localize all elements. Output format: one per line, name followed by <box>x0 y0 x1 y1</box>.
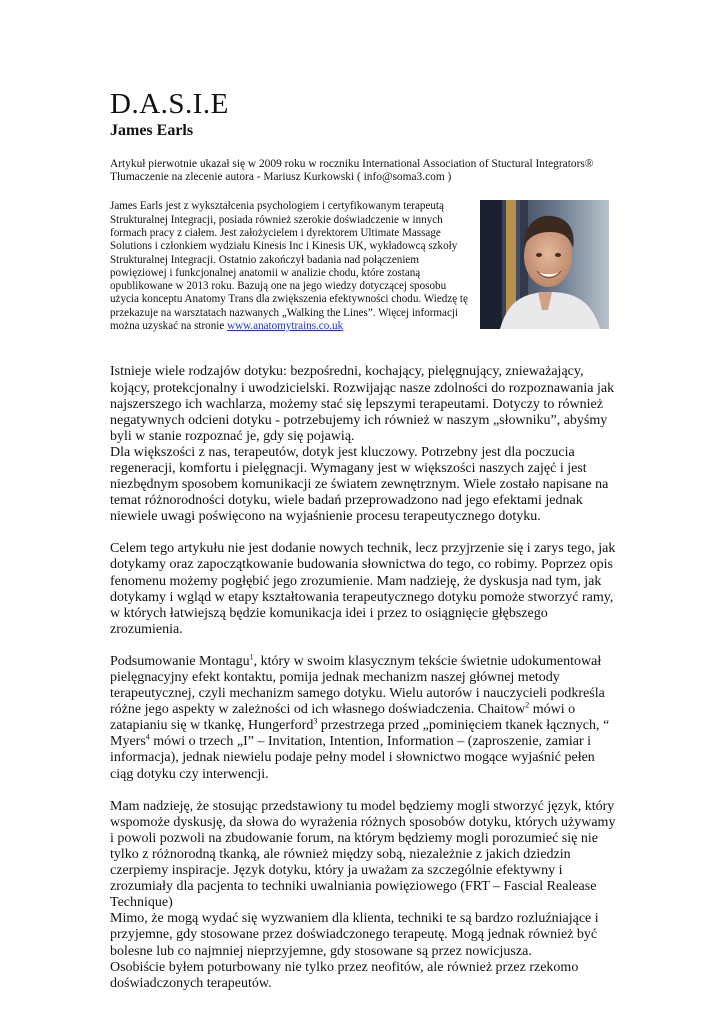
translation-note: Tłumaczenie na zlecenie autora - Mariusz Kurkowski ( info@soma3.com ) <box>110 171 452 184</box>
paragraph-4-part-b: , który w swoim klasycznym tekście świetnie udokumentował pielęgnacyjny efekt kontaktu, pomija jednak mechanizm naszej głównej metody terapeutycznej, czyli mechanizm samego dotyku. Wielu autorów i nauczycieli podkreśla różne jego aspekty w zależności od ich własnego doświadczenia. Chaitow <box>110 653 605 718</box>
credits-block <box>110 158 620 184</box>
paragraph-4 <box>110 654 620 783</box>
author-photo <box>480 200 609 329</box>
paragraph-3: Celem tego artykułu nie jest dodanie nowych technik, lecz przyjrzenie się i zarys tego, jak dotykamy oraz zapoczątkowanie budowania słownictwa do tego, co robimy. Poprzez opis fenomenu możemy pogłębić jego zrozumienie. Mam nadzieję, że dyskusja nad tym, jak dotykamy i wgląd w etapy kształtowania terapeutycznego dotyku pomoże stworzyć ramy, w których łatwiejszą będzie komunikacja idei i przez to osiągnięcie głębszego zrozumienia. <box>110 541 616 637</box>
author-name: James Earls <box>110 122 194 139</box>
paragraph-4-part-d: przestrzega przed „pominięciem tkanek łącznych, “ Myers <box>110 718 610 750</box>
paragraph-1: Istnieje wiele rodzajów dotyku: bezpośredni, kochający, pielęgnujący, znieważający, kojący, protekcjonalny i uwodzicielski. Rozwijając nasze zdolności do rozpoznawania jak najszerszego ich wachlarza, możemy stać się lepszymi terapeutami. Dotyczy to również negatywnych odcieni dotyku - potrzebujemy ich również w naszym „słowniku”, abyśmy byli w stanie rozpoznać je, gdy się pojawią. <box>110 364 615 444</box>
author-bio-text: James Earls jest z wykształcenia psychologiem i certyfikowanym terapeutą Strukturalnej Integracji, posiada również szerokie doświadczenie w innych formach pracy z ciałem. Jest założycielem i dyrektorem Ultimate Massage Solutions i członkiem wydziału Kinesis Inc i Kinesis UK, wykładowcą szkoły Strukturalnej Integracji. Ostatnio zakończył badania nad połączeniem powięziowej i funkcjonalnej anatomii w analizie chodu, które zostaną opublikowane w 2013 roku. Bazują one na jego wiedzy dotyczącej sposobu użycia konceptu Anatomy Trans dla zwiększenia efektywności chodu. Wiedzę tę przekazuje na warsztatach nazwanych „Walking the Lines”. Więcej informacji można uzyskać na stronie <box>110 200 468 333</box>
paragraph-4-part-e: mówi o trzech „I” – Invitation, Intention, Information – (zaproszenie, zamiar i informacja), jednak niewielu podaje pełny model i słownictwo mogące wyjaśnić pełen ciąg dotyku czy interwencji. <box>110 734 595 782</box>
paragraph-7: Osobiście byłem poturbowany nie tylko przez neofitów, ale również przez rzekomo doświadczonych terapeutów. <box>110 959 579 991</box>
anatomytrains-link[interactable]: www.anatomytrains.co.uk <box>227 320 344 333</box>
footnote-ref-2: 2 <box>525 700 530 710</box>
paragraph-4-part-c: mówi o zatapianiu się w tkankę, Hungerford <box>110 702 576 734</box>
author-bio <box>110 200 470 333</box>
publication-note: Artykuł pierwotnie ukazał się w 2009 roku w roczniku International Association of Stuctural Integrators® <box>110 158 594 170</box>
article-title: D.A.S.I.E <box>110 88 229 120</box>
paragraph-2: Dla większości z nas, terapeutów, dotyk jest kluczowy. Potrzebny jest dla poczucia regeneracji, komfortu i pielęgnacji. Wymagany jest w większości naszych zajęć i jest niezbędnym sposobem komunikacji ze światem zewnętrznym. Wiele zostało napisane na temat różnorodności dotyku, wiele badań przeprowadzono nad jego efektami jednak niewiele uwagi poświęcono na wyjaśnienie procesu terapeutycznego dotyku. <box>110 444 609 525</box>
footnote-ref-3: 3 <box>313 716 318 726</box>
paragraph-6: Mimo, że mogą wydać się wyzwaniem dla klienta, techniki te są bardzo rozluźniające i przyjemne, gdy stosowane przez doświadczonego terapeutę. Mogą jednak również być bolesne lub co najmniej nieprzyjemne, gdy stosowane są przez nowicjusza. <box>110 911 599 959</box>
article-body <box>110 364 620 991</box>
author-portrait-image <box>480 200 609 329</box>
author-bio-section <box>110 200 620 340</box>
paragraph-5: Mam nadzieję, że stosując przedstawiony tu model będziemy mogli stworzyć język, który wspomoże dyskusję, da słowa do wyrażenia różnych sposobów dotyku, których używamy i powoli pozwoli na zbudowanie forum, na którym będziemy mogli porozumieć się nie tylko z różnorodną tkanką, ale również między sobą, niezależnie z jakich dziedzin czerpiemy inspiracje. Język dotyku, który ja uważam za szczególnie efektywny i zrozumiały dla pacjenta to techniki uwalniania powięziowego (FRT – Fascial Realease Technique) <box>110 798 616 911</box>
paragraph-4-part-a: Podsumowanie Montagu <box>110 653 250 669</box>
footnote-ref-4: 4 <box>145 732 150 742</box>
article-page <box>110 88 620 992</box>
footnote-ref-1: 1 <box>249 652 254 662</box>
